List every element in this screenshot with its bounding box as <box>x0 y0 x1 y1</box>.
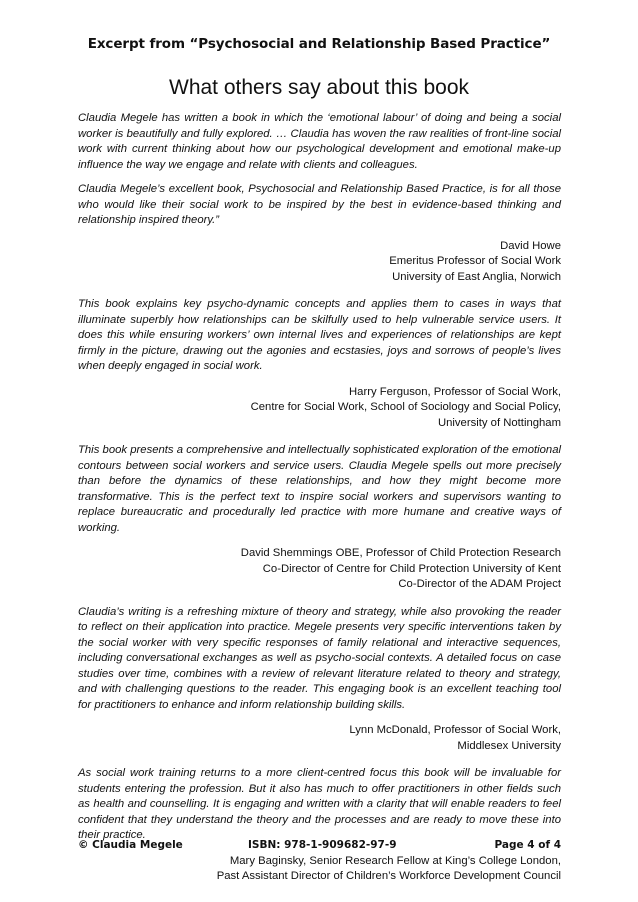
footer-isbn: ISBN: 978-1-909682-97-9 <box>248 839 397 851</box>
attribution-line: Co-Director of the ADAM Project <box>398 578 561 590</box>
page-header: Excerpt from “Psychosocial and Relationship Based Practice” <box>87 36 551 52</box>
review-shemmings <box>78 443 561 593</box>
attribution-line: Emeritus Professor of Social Work <box>389 255 561 267</box>
attribution-line: Lynn McDonald, Professor of Social Work, <box>349 724 561 736</box>
review-attribution <box>78 385 561 432</box>
review-paragraph: Claudia Megele’s excellent book, Psychosocial and Relationship Based Practice, is for all those who would like their social work to be inspired by the best in evidence-based thinking and relationship inspired theory.” <box>78 183 561 226</box>
attribution-line: Harry Ferguson, Professor of Social Work, <box>349 385 561 398</box>
review-attribution <box>78 239 561 286</box>
review-mcdonald <box>78 605 561 755</box>
footer-page-number: Page 4 of 4 <box>494 839 561 851</box>
attribution-line: Middlesex University <box>457 739 561 752</box>
review-paragraph: Claudia Megele has written a book in which the ‘emotional labour’ of doing and being a social worker is beautifully and fully explored. … Claudia has woven the raw realities of front-line social work with current thinking about how our psychological development and emotional make-up influence the way we engage and relate with clients and colleagues. <box>78 112 561 171</box>
review-paragraph: This book presents a comprehensive and intellectually sophisticated exploration of the emotional contours between social workers and service users. Claudia Megele spells out more precisely than before the dynamics of these relationships, and how they might become more transformative. This is the perfect text to inspire social workers and supervisors wanting to replace bureaucratic and procedurally led practice with more humane and creative ways of working. <box>78 444 561 534</box>
attribution-line: Past Assistant Director of Children’s Workforce Development Council <box>216 870 561 882</box>
review-attribution <box>78 546 561 593</box>
attribution-line: David Shemmings OBE, Professor of Child Protection Research <box>240 547 561 559</box>
attribution-line: University of East Anglia, Norwich <box>392 270 561 283</box>
attribution-line: David Howe <box>500 239 561 252</box>
reviews-section <box>78 111 561 897</box>
review-attribution <box>78 723 561 754</box>
review-paragraph: As social work training returns to a more client-centred focus this book will be invaluable for students entering the profession. But it also has much to offer practitioners in other fields such as health and counselling. It is engaging and written with a clarity that will enable readers to feel confident that they understand the theory and the processes and are ready to move these into their practice. <box>78 767 561 841</box>
footer-copyright: © Claudia Megele <box>78 839 183 851</box>
review-paragraph: This book explains key psycho-dynamic concepts and applies them to cases in ways that illuminate superbly how relationships can be skilfully used to help vulnerable service users. It does this while ensuring workers’ own internal lives and experiences of relationships are kept firmly in the picture, drawing out the agonies and ecstasies, joys and sorrows of people’s lives when deeply engaged in social work. <box>78 298 561 372</box>
review-ferguson <box>78 297 561 431</box>
attribution-line: University of Nottingham <box>437 416 561 429</box>
review-paragraph: Claudia’s writing is a refreshing mixture of theory and strategy, while also provoking the reader to reflect on their application into practice. Megele presents very specific interventions taken by the social worker with very specific responses of family relational and interactive sequences, including conversational exchanges as well as psycho-social contexts. A detailed focus on case studies over time, combines with a review of relevant literature related to theory and strategy, and with challenging questions to the reader. This engaging book is an excellent teaching tool for practitioners to enhance and inform relationship building skills. <box>78 605 561 711</box>
review-howe <box>78 111 561 285</box>
page-title: What others say about this book <box>169 76 469 99</box>
attribution-line: Co-Director of Centre for Child Protection University of Kent <box>262 562 561 575</box>
attribution-line: Centre for Social Work, School of Sociology and Social Policy, <box>250 401 561 413</box>
review-attribution <box>78 854 561 885</box>
review-baginsky <box>78 766 561 885</box>
attribution-line: Mary Baginsky, Senior Research Fellow at King’s College London, <box>229 854 561 867</box>
